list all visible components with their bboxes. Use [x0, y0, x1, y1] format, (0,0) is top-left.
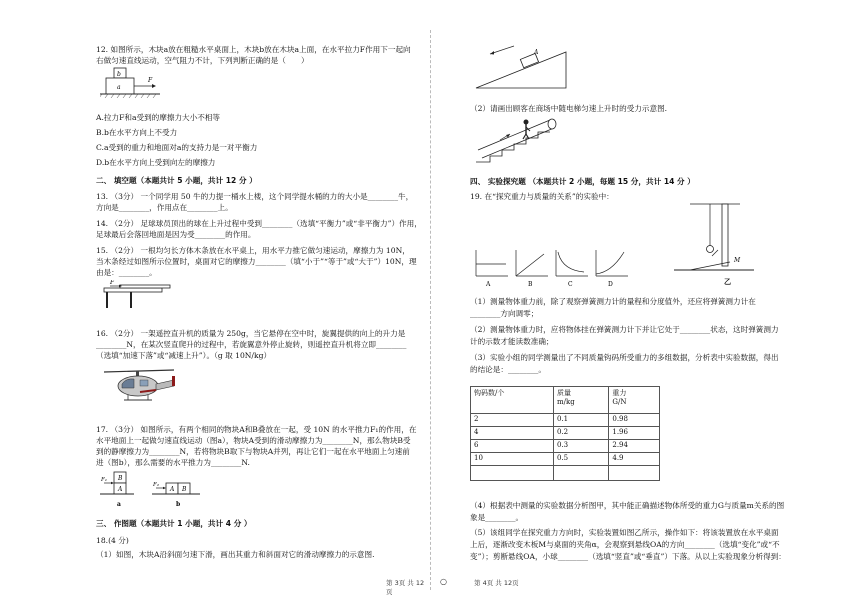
- svg-text:F₂: F₂: [153, 482, 160, 488]
- apparatus-label-M: M: [734, 257, 741, 264]
- q17-line2: 水平地面上一起做匀速直线运动（图a），物块A受到的滑动摩擦力为________N，那么物块B受: [96, 436, 411, 445]
- q19-p3b: 的结论是：________。: [470, 365, 546, 374]
- right-page: [430, 0, 860, 608]
- table-row: [471, 427, 660, 440]
- q12-option-c: C.a受到的重力和地面对a的支持力是一对平衡力: [96, 143, 258, 152]
- q19-graphs-figure: [472, 206, 662, 288]
- table-cell: 0.5: [554, 453, 609, 466]
- q12-fig-label-F: F: [148, 77, 153, 84]
- q19-p4a: （4）根据表中测量的实验数据分析图甲，其中能正确描述物体所受的重力G与质量m关系的图: [470, 501, 785, 510]
- table-cell: 4: [471, 427, 554, 440]
- q18-part2: （2）请画出顾客在商场中随电梯匀速上升时的受力示意图.: [470, 104, 668, 113]
- svg-text:B: B: [182, 486, 187, 493]
- q15-fig-label-F: F: [110, 280, 115, 286]
- q19-p5a: （5）该组同学在探究重力方向时，实验装置如图乙所示，操作如下：将该装置放在水平桌面: [470, 528, 779, 537]
- center-circle: ○: [440, 577, 447, 586]
- q19-p5c: 变”）；剪断悬线OA，小球________（选填“竖直”或“垂直”）下落。从以上实验现象分析得到：: [470, 552, 786, 561]
- q14-line1: 14. （2分） 足球球员顶出的球在上升过程中受到________（选填“平衡力”或“非平衡力”）作用，: [96, 219, 422, 228]
- svg-text:B: B: [528, 281, 533, 288]
- svg-text:F₁: F₁: [101, 477, 108, 483]
- svg-text:A: A: [170, 486, 175, 493]
- table-row: [471, 466, 660, 481]
- q16-line2: ________N，在某次竖直爬升的过程中，若旋翼意外停止旋转，则遥控直升机将立即________: [96, 340, 407, 349]
- table-cell: 4.9: [609, 453, 660, 466]
- q17-line4: 进（图b），那么需要的水平推力为________N.: [96, 458, 250, 467]
- table-cell: 0.1: [554, 414, 609, 427]
- q12-option-b: B.b在水平方向上不受力: [96, 128, 178, 137]
- table-cell: 2: [471, 414, 554, 427]
- q19-p2b: 计的示数才能读数准确；: [470, 337, 554, 346]
- q12-option-d: D.b在水平方向上受到向左的摩擦力: [96, 158, 216, 167]
- section-experiment: 四、 实验探究题 （本题共计 2 小题，每题 15 分，共计 14 分 ）: [470, 177, 695, 186]
- q12-line1: 12. 如图所示，木块a放在粗糙水平桌面上，木块b放在木块a上面，在水平拉力F作用下一起向: [96, 45, 411, 54]
- apparatus-label-yi: 乙: [724, 277, 731, 286]
- q15-line1: 15. （2分） 一根均匀长方体木条放在水平桌上，用水平力推它做匀速运动，摩擦力为 10N，: [96, 246, 410, 255]
- table-cell: [554, 466, 609, 481]
- table-row: [471, 414, 660, 427]
- table-cell: 10: [471, 453, 554, 466]
- incline-figure: [470, 40, 570, 92]
- q19-data-table: [470, 386, 660, 481]
- q19-p4b: 象是________。: [470, 513, 524, 522]
- q17-line3: 到的静摩擦力为________N，若将物块B取下与物块A并列，再让它们一起在水平地面上匀速前: [96, 447, 410, 456]
- q17-figure: [100, 468, 210, 510]
- q18-line1: 18.(4 分): [96, 536, 129, 545]
- table-header-count: 钩码数/个: [471, 387, 554, 414]
- table-row: [471, 453, 660, 466]
- table-row: [471, 440, 660, 453]
- table-cell: [609, 466, 660, 481]
- q19-p2a: （2）测量物体重力时，应将物体挂在弹簧测力计下并让它处于________状态，这时弹簧测力: [470, 325, 779, 334]
- q19-p3a: （3）实验小组的同学测量出了不同质量钩码所受重力的多组数据，分析表中实验数据，得出: [470, 353, 779, 362]
- svg-text:A: A: [118, 486, 123, 493]
- table-header-mass: 质量 m/kg: [554, 387, 609, 414]
- table-header-row: [471, 387, 660, 414]
- q12-fig-label-a: a: [117, 84, 121, 91]
- helicopter-image: [100, 366, 178, 410]
- left-page-footer: 第 3页 共 12页: [386, 579, 425, 596]
- svg-text:C: C: [568, 281, 573, 288]
- q12-figure: [100, 66, 170, 100]
- q12-option-a: A.拉力F和a受到的摩擦力大小不相等: [96, 113, 221, 122]
- q12-line2: 右做匀速直线运动，空气阻力不计，下列判断正确的是（ ）: [96, 56, 309, 65]
- section-drawing: 三、 作图题（本题共计 1 小题，共计 4 分 ）: [96, 519, 252, 528]
- table-cell: 0.3: [554, 440, 609, 453]
- q12-fig-label-b: b: [117, 71, 121, 78]
- table-header-weight: 重力 G/N: [609, 387, 660, 414]
- table-cell: 1.96: [609, 427, 660, 440]
- q14-line2: 足球最后会落回地面是因为受________的作用。: [96, 230, 256, 239]
- right-page-footer: 第 4页 共 12页: [474, 579, 519, 587]
- q19-p1b: ________方向调零；: [470, 309, 539, 318]
- q16-line1: 16. （2分） 一架遥控直升机的质量为 250g，当它悬停在空中时，旋翼提供的向上的升力是: [96, 329, 406, 338]
- q19-p1a: （1）测量物体重力前，除了观察弹簧测力计的量程和分度值外，还应将弹簧测力计在: [470, 297, 756, 306]
- q13-line1: 13. （3分） 一个同学用 50 牛的力提一桶水上楼，这个同学提水桶的力的大小是________牛，: [96, 192, 414, 201]
- table-cell: 0.2: [554, 427, 609, 440]
- q19-intro: 19. 在“探究重力与质量的关系”的实验中：: [470, 192, 614, 201]
- q15-figure: [100, 280, 180, 310]
- svg-text:A: A: [486, 281, 491, 288]
- svg-text:b: b: [176, 501, 181, 508]
- svg-text:D: D: [608, 281, 613, 288]
- table-cell: 2.94: [609, 440, 660, 453]
- incline-label-A: A: [534, 49, 539, 56]
- q18-line2: （1）如图，木块A沿斜面匀速下滑，画出其重力和斜面对它的滑动摩擦力的示意图.: [96, 550, 375, 559]
- q17-line1: 17. （3分） 如图所示，有两个相同的物块A和B叠放在一起，受 10N 的水平推力F₁的作用，在: [96, 425, 417, 434]
- section-fill-blank: 二、 填空题（本题共计 5 小题，共计 12 分 ）: [96, 176, 257, 185]
- escalator-figure: [470, 114, 580, 166]
- table-cell: 6: [471, 440, 554, 453]
- q19-apparatus-figure: [670, 200, 760, 290]
- q16-line3: （选填“加速下落”或“减速上升”）。（g 取 10N/kg）: [96, 351, 272, 360]
- q15-line3: 由是：________。: [96, 268, 157, 277]
- svg-text:B: B: [118, 475, 123, 482]
- q19-p5b: 上后，逐渐改变木板M与桌面的夹角α，会观察到悬线OA的方向________（选填“变化”或“不: [470, 540, 780, 549]
- table-cell: [471, 466, 554, 481]
- svg-text:a: a: [117, 501, 121, 508]
- q13-line2: 方向是________，作用点在________上。: [96, 203, 233, 212]
- table-cell: 0.98: [609, 414, 660, 427]
- q15-line2: 当木条经过如图所示位置时，桌面对它的摩擦力________（填“小于”“等于”或“大于”）10N，理: [96, 257, 417, 266]
